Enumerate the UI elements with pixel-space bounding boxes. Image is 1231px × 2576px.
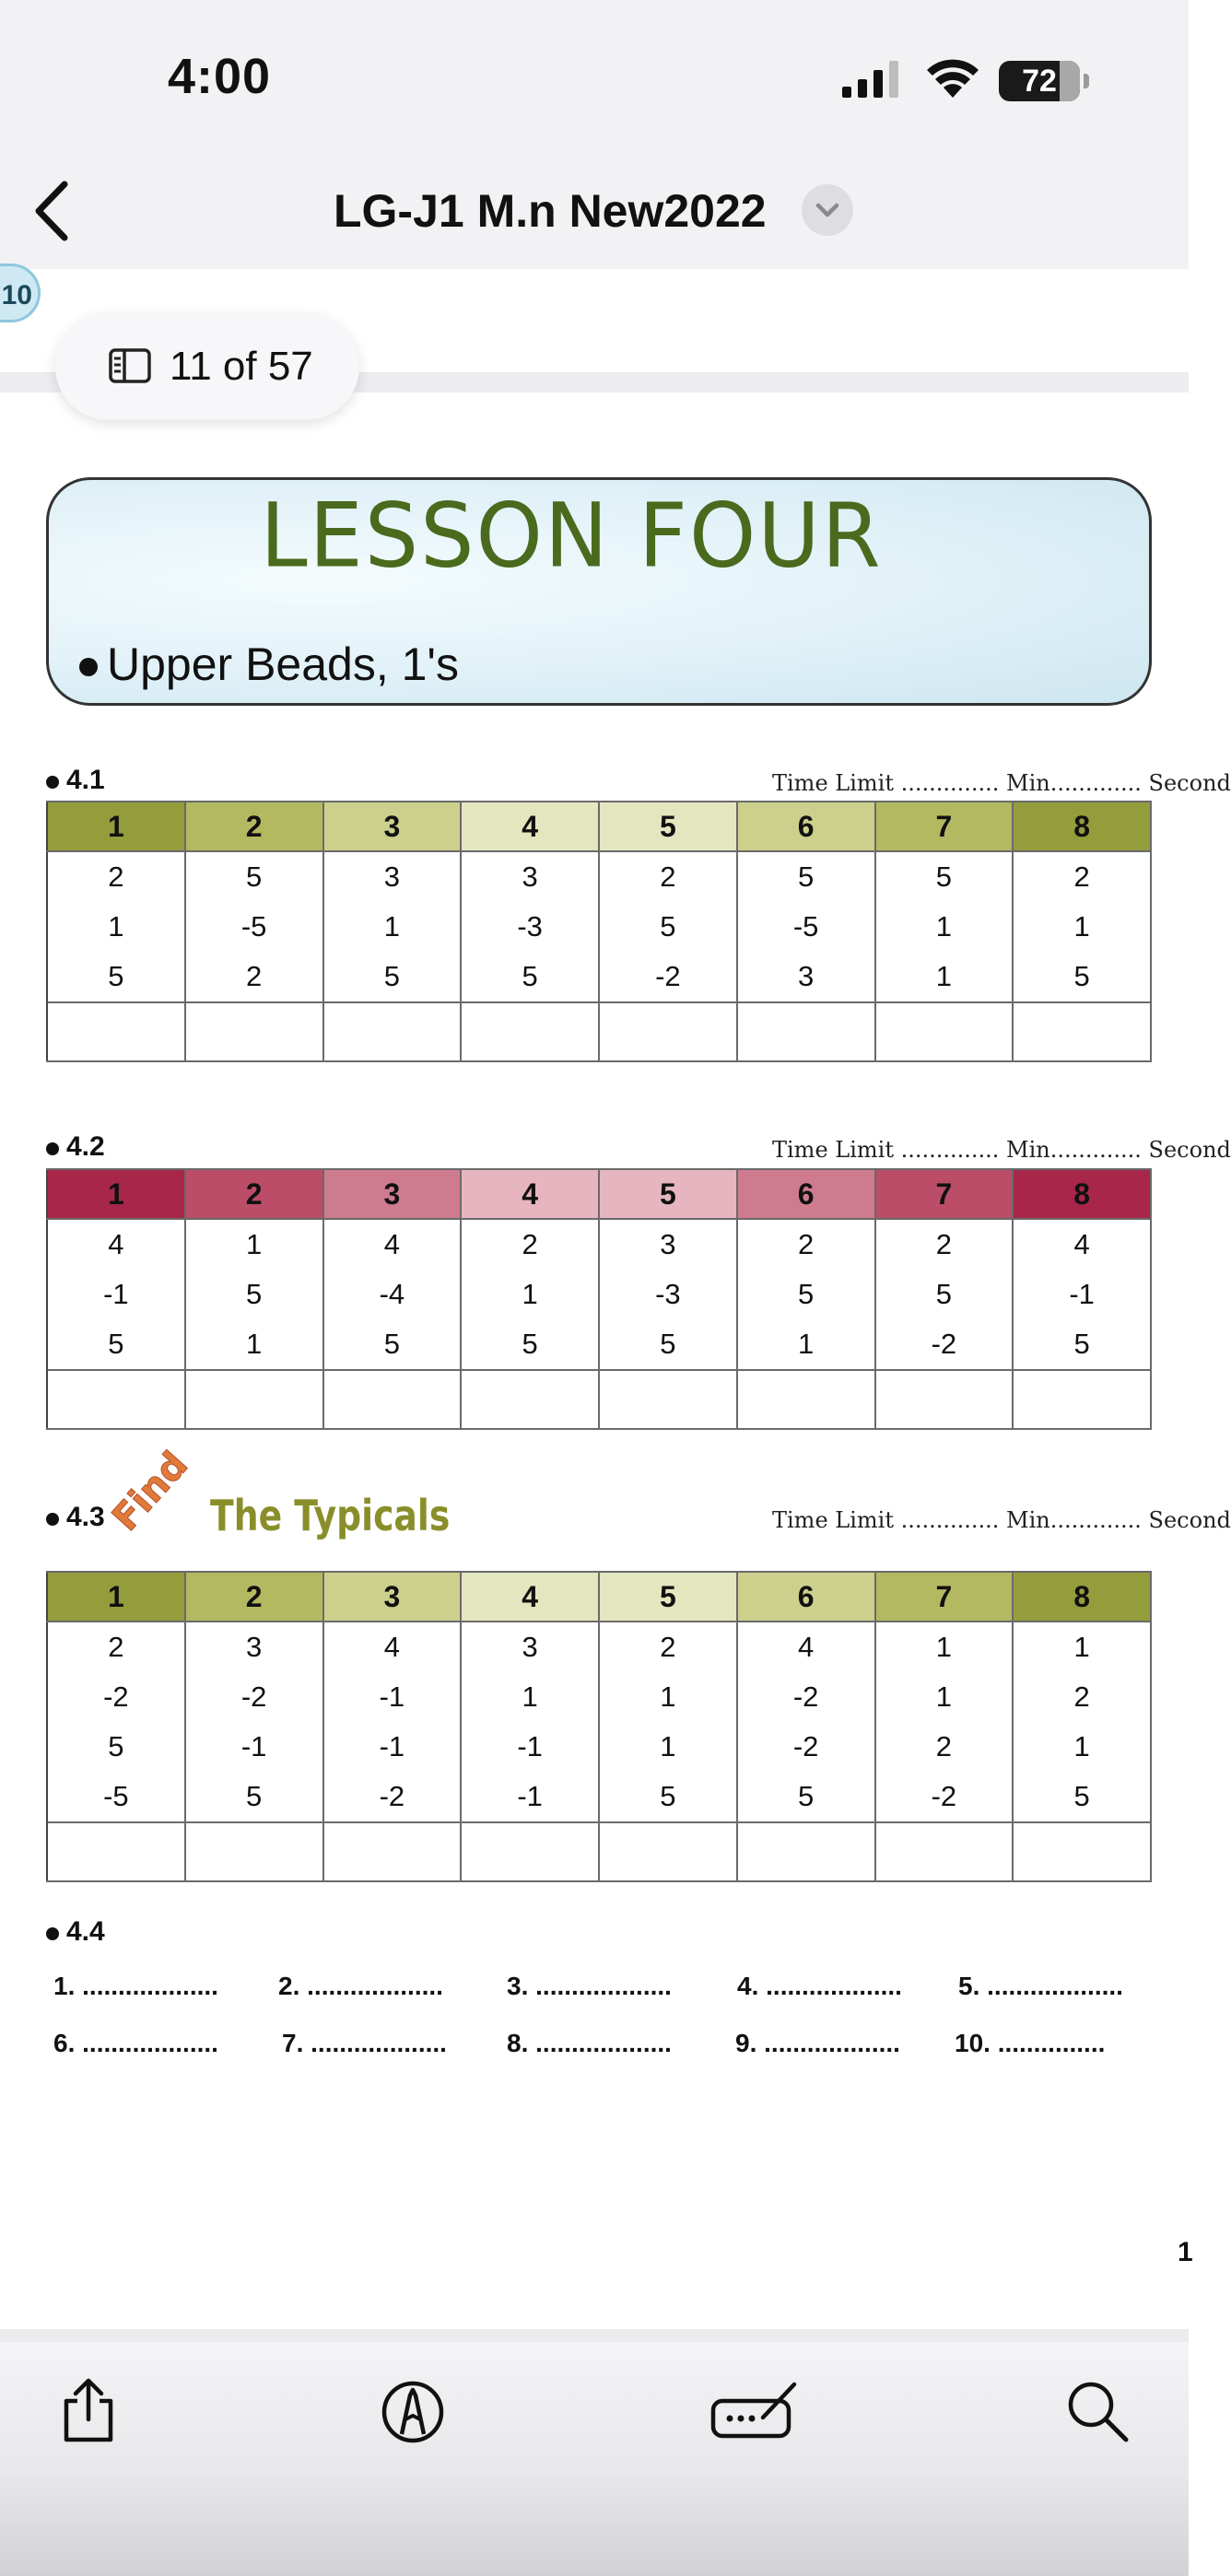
table-cell: 1 xyxy=(461,1672,599,1722)
battery-icon xyxy=(999,61,1080,101)
answer-cell[interactable] xyxy=(461,1002,599,1061)
cellular-signal-icon xyxy=(842,61,899,98)
table-cell: 2 xyxy=(47,1622,185,1672)
section-label: 4.2 xyxy=(66,1131,105,1162)
table-cell: 5 xyxy=(1013,1319,1151,1370)
table-cell: 5 xyxy=(875,1270,1014,1319)
table-cell: 2 xyxy=(1013,851,1151,902)
table-cell: 1 xyxy=(737,1319,875,1370)
table-cell: 4 xyxy=(737,1622,875,1672)
table-cell: 2 xyxy=(737,1219,875,1270)
table-row xyxy=(47,1622,1151,1672)
table-row xyxy=(47,1319,1151,1370)
time-limit-text: Time Limit .............. Min............. Second xyxy=(772,770,1231,796)
table-cell: -2 xyxy=(737,1722,875,1772)
table-cell: 5 xyxy=(47,1722,185,1772)
table-cell: -2 xyxy=(185,1672,323,1722)
table-cell: 1 xyxy=(1013,1622,1151,1672)
table-cell: -2 xyxy=(599,952,737,1002)
table-cell: 5 xyxy=(47,1319,185,1370)
table-cell: 2 xyxy=(47,851,185,902)
answer-cell[interactable] xyxy=(875,1822,1014,1881)
answer-cell[interactable] xyxy=(185,1002,323,1061)
answer-row xyxy=(47,1002,1151,1061)
page-indicator-text: 11 of 57 xyxy=(170,344,313,389)
answer-cell[interactable] xyxy=(461,1370,599,1429)
table-cell: 1 xyxy=(1013,1722,1151,1772)
exercise-table-4-1 xyxy=(46,801,1152,1062)
column-header: 6 xyxy=(737,1169,875,1219)
table-cell: 1 xyxy=(323,902,462,952)
answer-cell[interactable] xyxy=(737,1370,875,1429)
table-cell: 5 xyxy=(1013,952,1151,1002)
column-header: 1 xyxy=(47,802,185,851)
find-logo-icon xyxy=(104,1443,197,1542)
column-header: 3 xyxy=(323,1572,462,1622)
answer-cell[interactable] xyxy=(875,1002,1014,1061)
share-icon[interactable] xyxy=(53,2375,123,2445)
table-cell: 5 xyxy=(599,902,737,952)
table-cell: -1 xyxy=(47,1270,185,1319)
answer-blank: 5. ................... xyxy=(958,1972,1123,2000)
table-cell: 5 xyxy=(323,952,462,1002)
column-header: 2 xyxy=(185,1169,323,1219)
wifi-icon xyxy=(925,57,980,100)
table-cell: 2 xyxy=(875,1219,1014,1270)
table-cell: 2 xyxy=(461,1219,599,1270)
answer-cell[interactable] xyxy=(323,1002,462,1061)
table-row xyxy=(47,1270,1151,1319)
column-header: 5 xyxy=(599,802,737,851)
answer-cell[interactable] xyxy=(47,1370,185,1429)
column-header: 7 xyxy=(875,1572,1014,1622)
status-time: 4:00 xyxy=(168,49,272,104)
table-cell: 5 xyxy=(737,1772,875,1822)
answer-blank: 6. ................... xyxy=(53,2029,218,2057)
table-cell: -2 xyxy=(875,1772,1014,1822)
column-header: 6 xyxy=(737,802,875,851)
page-number: 1 xyxy=(1178,2237,1193,2267)
answer-cell[interactable] xyxy=(185,1370,323,1429)
bullet-icon xyxy=(46,1513,59,1526)
answer-cell[interactable] xyxy=(737,1822,875,1881)
answer-blank: 8. ................... xyxy=(507,2029,672,2057)
section-label: 4.1 xyxy=(66,765,105,795)
table-cell: 1 xyxy=(599,1672,737,1722)
table-cell: -1 xyxy=(1013,1270,1151,1319)
table-cell: -5 xyxy=(47,1772,185,1822)
table-cell: 5 xyxy=(461,952,599,1002)
table-cell: -1 xyxy=(323,1722,462,1772)
answer-cell[interactable] xyxy=(737,1002,875,1061)
find-logo-word: Find xyxy=(104,1443,197,1540)
sidebar-icon xyxy=(109,348,151,383)
exercise-table-4-2 xyxy=(46,1168,1152,1430)
column-header: 3 xyxy=(323,1169,462,1219)
table-cell: 5 xyxy=(737,851,875,902)
table-row xyxy=(47,952,1151,1002)
table-cell: 5 xyxy=(185,1270,323,1319)
table-cell: 1 xyxy=(875,1672,1014,1722)
bullet-icon xyxy=(46,776,59,789)
answer-blank: 1. ................... xyxy=(53,1972,218,2000)
table-cell: -3 xyxy=(599,1270,737,1319)
table-cell: -1 xyxy=(461,1722,599,1772)
table-cell: 1 xyxy=(185,1319,323,1370)
table-header-row xyxy=(47,1169,1151,1219)
answer-row xyxy=(47,1370,1151,1429)
table-cell: 3 xyxy=(461,1622,599,1672)
back-chevron-icon[interactable] xyxy=(33,181,70,241)
table-cell: 5 xyxy=(1013,1772,1151,1822)
column-header: 2 xyxy=(185,1572,323,1622)
bullet-icon xyxy=(46,1927,59,1940)
table-cell: -4 xyxy=(323,1270,462,1319)
answer-blank: 4. ................... xyxy=(737,1972,902,2000)
column-header: 4 xyxy=(461,802,599,851)
table-cell: 3 xyxy=(737,952,875,1002)
table-cell: 1 xyxy=(875,902,1014,952)
table-cell: 1 xyxy=(47,902,185,952)
table-cell: 1 xyxy=(599,1722,737,1772)
table-row xyxy=(47,1219,1151,1270)
answer-cell[interactable] xyxy=(323,1822,462,1881)
column-header: 8 xyxy=(1013,1572,1151,1622)
table-cell: 2 xyxy=(599,851,737,902)
table-cell: 2 xyxy=(185,952,323,1002)
table-cell: 1 xyxy=(875,952,1014,1002)
table-row xyxy=(47,851,1151,902)
bullet-icon xyxy=(79,658,98,676)
table-cell: -2 xyxy=(875,1319,1014,1370)
answer-cell[interactable] xyxy=(1013,1370,1151,1429)
find-the-typicals-logo: The Typicals xyxy=(210,1491,451,1540)
answer-cell[interactable] xyxy=(47,1002,185,1061)
markup-icon[interactable] xyxy=(378,2375,448,2445)
toolbar-separator xyxy=(0,2329,1189,2342)
table-row xyxy=(47,1672,1151,1722)
answer-cell[interactable] xyxy=(599,1822,737,1881)
answer-cell[interactable] xyxy=(599,1002,737,1061)
chevron-down-icon xyxy=(802,184,853,236)
table-cell: -3 xyxy=(461,902,599,952)
table-cell: -2 xyxy=(47,1672,185,1722)
table-cell: -1 xyxy=(323,1672,462,1722)
column-header: 1 xyxy=(47,1169,185,1219)
document-title[interactable]: LG-J1 M.n New2022 xyxy=(334,185,767,237)
table-cell: 3 xyxy=(461,851,599,902)
answer-blank: 3. ................... xyxy=(507,1972,672,2000)
table-cell: 5 xyxy=(461,1319,599,1370)
table-cell: 5 xyxy=(737,1270,875,1319)
column-header: 7 xyxy=(875,1169,1014,1219)
section-label: 4.4 xyxy=(66,1916,105,1947)
column-header: 4 xyxy=(461,1169,599,1219)
column-header: 8 xyxy=(1013,1169,1151,1219)
column-header: 5 xyxy=(599,1572,737,1622)
table-cell: 5 xyxy=(185,851,323,902)
answer-blank: 2. ................... xyxy=(278,1972,443,2000)
table-cell: 2 xyxy=(875,1722,1014,1772)
section-label: 4.3 xyxy=(66,1502,105,1532)
answer-cell[interactable] xyxy=(1013,1822,1151,1881)
lesson-title: LESSON FOUR xyxy=(260,484,883,588)
column-header: 4 xyxy=(461,1572,599,1622)
table-cell: 2 xyxy=(599,1622,737,1672)
table-cell: -1 xyxy=(461,1772,599,1822)
table-cell: -1 xyxy=(185,1722,323,1772)
table-cell: 5 xyxy=(875,851,1014,902)
table-cell: 2 xyxy=(1013,1672,1151,1722)
answer-row xyxy=(47,1822,1151,1881)
answer-cell[interactable] xyxy=(1013,1002,1151,1061)
answer-blank: 10. ............... xyxy=(955,2029,1106,2057)
column-header: 8 xyxy=(1013,802,1151,851)
table-cell: 4 xyxy=(323,1622,462,1672)
table-cell: 5 xyxy=(599,1319,737,1370)
column-header: 5 xyxy=(599,1169,737,1219)
column-header: 3 xyxy=(323,802,462,851)
column-header: 7 xyxy=(875,802,1014,851)
column-header: 2 xyxy=(185,802,323,851)
table-cell: -2 xyxy=(737,1672,875,1722)
table-cell: 5 xyxy=(185,1772,323,1822)
answer-cell[interactable] xyxy=(599,1370,737,1429)
time-limit-text: Time Limit .............. Min............. Second xyxy=(772,1507,1231,1533)
table-cell: 1 xyxy=(1013,902,1151,952)
signature-icon[interactable] xyxy=(709,2375,802,2445)
table-cell: 1 xyxy=(461,1270,599,1319)
table-cell: 5 xyxy=(47,952,185,1002)
exercise-table-4-3 xyxy=(46,1571,1152,1882)
search-icon[interactable] xyxy=(1061,2375,1131,2445)
page-thumbnail-badge[interactable]: 10 xyxy=(0,263,41,322)
bottom-toolbar xyxy=(0,2342,1189,2576)
table-cell: 4 xyxy=(1013,1219,1151,1270)
table-cell: 1 xyxy=(875,1622,1014,1672)
battery-level: 72 xyxy=(1022,64,1057,99)
table-cell: 4 xyxy=(47,1219,185,1270)
table-cell: -5 xyxy=(185,902,323,952)
table-cell: 3 xyxy=(599,1219,737,1270)
table-cell: -2 xyxy=(323,1772,462,1822)
lesson-subtitle: Upper Beads, 1's xyxy=(107,638,459,690)
table-cell: 4 xyxy=(323,1219,462,1270)
table-cell: 5 xyxy=(323,1319,462,1370)
answer-cell[interactable] xyxy=(185,1822,323,1881)
table-row xyxy=(47,902,1151,952)
table-cell: 1 xyxy=(185,1219,323,1270)
answer-cell[interactable] xyxy=(461,1822,599,1881)
table-header-row xyxy=(47,1572,1151,1622)
bullet-icon xyxy=(46,1142,59,1155)
table-header-row xyxy=(47,802,1151,851)
table-cell: 5 xyxy=(599,1772,737,1822)
table-row xyxy=(47,1772,1151,1822)
answer-blank: 9. ................... xyxy=(735,2029,900,2057)
table-cell: 3 xyxy=(323,851,462,902)
table-cell: 3 xyxy=(185,1622,323,1672)
answer-cell[interactable] xyxy=(323,1370,462,1429)
time-limit-text: Time Limit .............. Min............. Second xyxy=(772,1137,1231,1163)
answer-cell[interactable] xyxy=(875,1370,1014,1429)
title-menu-button[interactable] xyxy=(802,184,853,236)
answer-cell[interactable] xyxy=(47,1822,185,1881)
answer-blank: 7. ................... xyxy=(282,2029,447,2057)
table-cell: -5 xyxy=(737,902,875,952)
column-header: 6 xyxy=(737,1572,875,1622)
table-row xyxy=(47,1722,1151,1772)
column-header: 1 xyxy=(47,1572,185,1622)
